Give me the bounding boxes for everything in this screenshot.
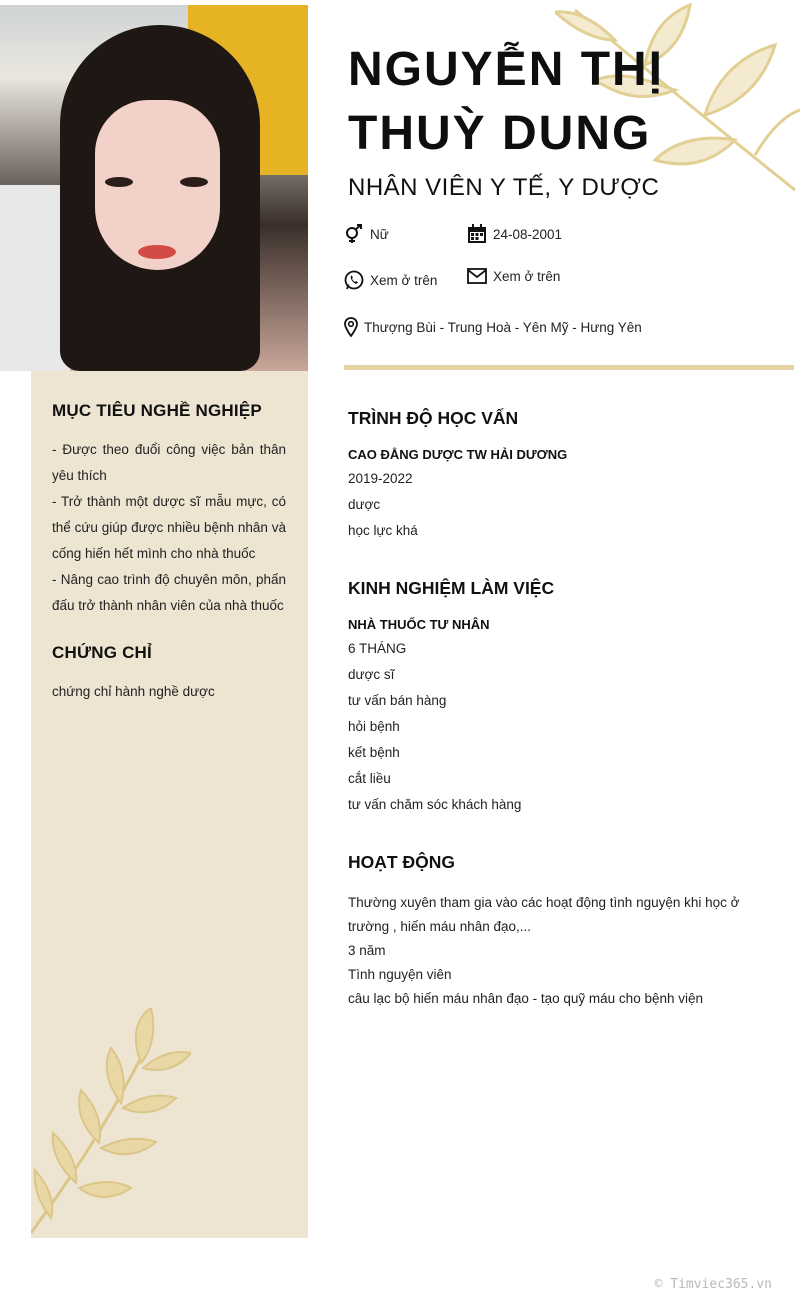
experience-line: dược sĩ <box>348 667 395 682</box>
education-section <box>348 408 768 544</box>
phone-row <box>344 270 437 290</box>
address-text: Thượng Bùi - Trung Hoà - Yên Mỹ - Hưng Yên <box>364 319 642 335</box>
education-title: TRÌNH ĐỘ HỌC VẤN <box>348 408 519 428</box>
gender-row <box>344 224 389 244</box>
experience-line: tư vấn chăm sóc khách hàng <box>348 797 522 812</box>
gender-text: Nữ <box>370 226 389 242</box>
school-name: CAO ĐẲNG DƯỢC TW HẢI DƯƠNG <box>348 447 568 462</box>
objective-line: - Được theo đuổi công việc bản thân yêu thích <box>52 442 286 483</box>
company-name: NHÀ THUỐC TƯ NHÂN <box>348 617 490 632</box>
birthday-row <box>467 224 562 244</box>
header-divider <box>344 365 794 370</box>
header <box>348 38 788 202</box>
email-row <box>467 268 560 284</box>
education-grade: học lực khá <box>348 523 418 538</box>
job-title: NHÂN VIÊN Y TẾ, Y DƯỢC <box>348 174 660 201</box>
activities-org: câu lạc bộ hiến máu nhân đạo - tạo quỹ máu cho bệnh viện <box>348 991 703 1006</box>
experience-title: KINH NGHIỆM LÀM VIỆC <box>348 578 555 598</box>
education-major: dược <box>348 497 381 512</box>
gender-icon <box>344 224 364 244</box>
birthday-text: 24-08-2001 <box>493 226 563 242</box>
calendar-icon <box>467 224 487 244</box>
certificate-text: chứng chỉ hành nghề dược <box>52 684 215 699</box>
objective-line: - Trở thành một dược sĩ mẫu mực, có thể cứu giúp được nhiều bệnh nhân và cống hiến hết mình cho nhà thuốc <box>52 494 286 561</box>
profile-photo <box>0 5 308 371</box>
mail-icon <box>467 268 487 284</box>
experience-line: tư vấn bán hàng <box>348 693 447 708</box>
full-name-line2: THUỲ DUNG <box>348 107 652 160</box>
experience-duration: 6 THÁNG <box>348 641 407 656</box>
activities-section <box>348 852 768 1011</box>
leaf-decoration-bottom <box>31 1008 191 1238</box>
phone-text: Xem ở trên <box>370 272 438 288</box>
whatsapp-phone-icon <box>344 270 364 290</box>
activities-title: HOẠT ĐỘNG <box>348 852 455 872</box>
experience-line: hỏi bệnh <box>348 719 400 734</box>
objective-title: MỤC TIÊU NGHỀ NGHIỆP <box>52 401 262 420</box>
email-text: Xem ở trên <box>493 268 561 284</box>
location-pin-icon <box>344 317 358 337</box>
activities-duration: 3 năm <box>348 943 386 958</box>
certificate-title: CHỨNG CHỈ <box>52 643 152 662</box>
education-years: 2019-2022 <box>348 471 413 486</box>
objective-line: - Nâng cao trình độ chuyên môn, phấn đấu trở thành nhân viên của nhà thuốc <box>52 572 286 613</box>
experience-line: cắt liều <box>348 771 391 786</box>
sidebar <box>31 371 308 1238</box>
activities-role: Tình nguyện viên <box>348 967 452 982</box>
address-row <box>344 317 642 337</box>
activities-description: Thường xuyên tham gia vào các hoạt động tình nguyện khi học ở trường , hiến máu nhân đạo,... <box>348 895 740 934</box>
copyright-watermark: © Timviec365.vn <box>654 1277 772 1292</box>
experience-line: kết bệnh <box>348 745 400 760</box>
full-name-line1: NGUYỄN THỊ <box>348 43 665 96</box>
experience-section <box>348 578 768 818</box>
